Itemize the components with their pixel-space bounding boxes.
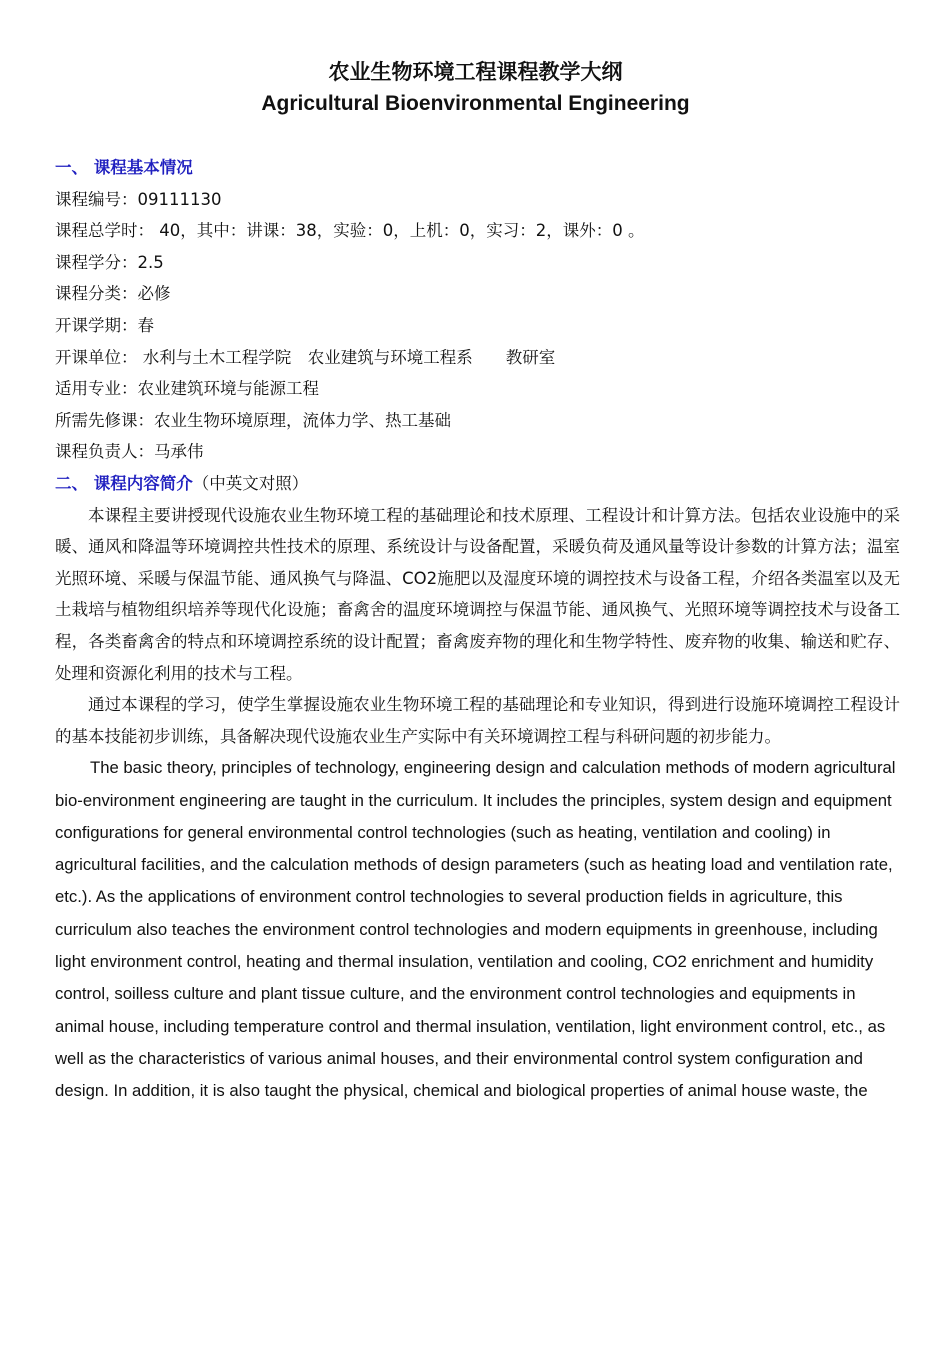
course-instructor: 课程负责人：马承伟 [55, 442, 204, 462]
summary-paragraph-cn-1: 本课程主要讲授现代设施农业生物环境工程的基础理论和技术原理、工程设计和计算方法。包括农业设施中的采暖、通风和降温等环境调控共性技术的原理、系统设计与设备配置，采暖负荷及通风量等设计参数的计算方法；温室光照环境、采暖与保温节能、通风换气与降温、CO2施肥以及湿度环境的调控技术与设备工程，介绍各类温室以及无土栽培与植物组织培养等现代化设施；畜禽舍的温度环境调控与保温节能、通风换气、光照环境等调控技术与设备工程，各类畜禽舍的特点和环境调控系统的设计配置；畜禽废弃物的理化和生物学特性、废弃物的收集、输送和贮存、处理和资源化利用的技术与工程。 [55, 505, 900, 683]
course-department: 开课单位： 水利与土木工程学院 农业建筑与环境工程系 教研室 [55, 347, 556, 367]
document-title-chinese: 农业生物环境工程课程教学大纲 [328, 60, 623, 84]
document-title-english: Agricultural Bioenvironmental Engineering [261, 92, 690, 115]
section-heading-text: 二、 课程内容简介 [55, 473, 193, 493]
section-heading-content-summary [55, 468, 900, 500]
course-total-hours: 课程总学时： 40，其中：讲课：38，实验：0，上机：0，实习：2，课外：0 。 [55, 221, 645, 241]
summary-paragraph-en: The basic theory, principles of technology, engineering design and calculation methods of modern agricultural bio-environment engineering are taught in the curriculum. It includes the principles, system design and equipment configurations for general environmental control technologies (such as heating, ventilation and cooling) in agricultural facilities, and the calculation methods of design parameters (such as heating load and ventilation rate, etc.). As the applications of environment control technologies to several production fields in agriculture, this curriculum also teaches the environment control technologies and modern equipments in greenhouse, including light environment control, heating and thermal insulation, ventilation and cooling, CO2 enrichment and humidity control, soilless culture and plant tissue culture, and the environment control technologies and equipments in animal house, including temperature control and thermal insulation, ventilation, light environment control, etc., as well as the characteristics of various animal houses, and their environmental control system configuration and design. In addition, it is also taught the physical, chemical and biological properties of animal house waste, the [55, 758, 896, 1101]
course-major: 适用专业：农业建筑环境与能源工程 [55, 379, 319, 399]
course-code: 课程编号：09111130 [55, 189, 222, 209]
course-prerequisites: 所需先修课：农业生物环境原理，流体力学、热工基础 [55, 410, 451, 430]
course-category: 课程分类：必修 [55, 284, 171, 304]
summary-paragraph-cn-2: 通过本课程的学习，使学生掌握设施农业生物环境工程的基础理论和专业知识，得到进行设施环境调控工程设计的基本技能初步训练，具备解决现代设施农业生产实际中有关环境调控工程与科研问题的初步能力。 [55, 695, 900, 746]
course-credits: 课程学分：2.5 [55, 252, 164, 272]
section-heading-basic-info: 一、 课程基本情况 [55, 158, 193, 177]
course-semester: 开课学期：春 [55, 315, 154, 335]
section-heading-note: （中英文对照） [192, 473, 309, 493]
document-body [55, 152, 900, 1108]
